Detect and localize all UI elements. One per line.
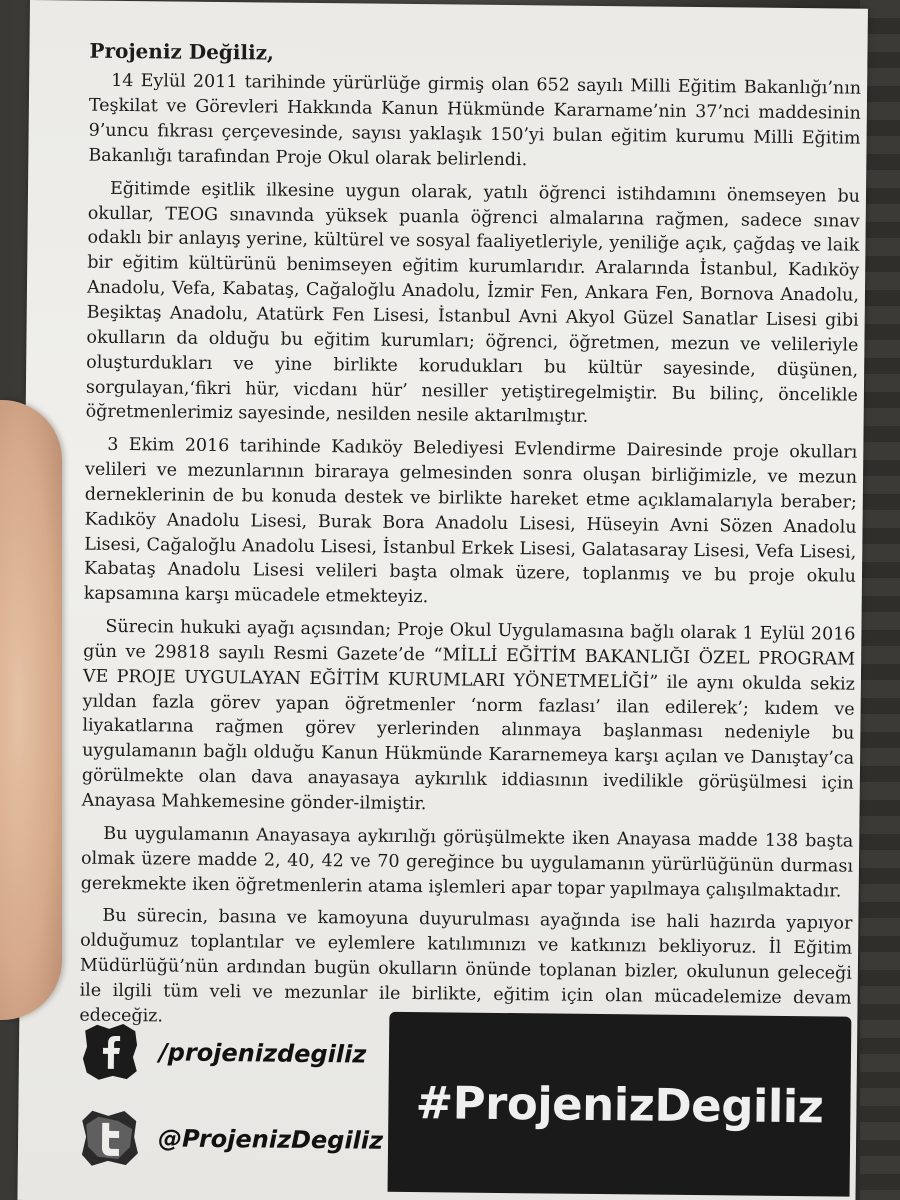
twitter-handle: @ProjenizDegiliz	[157, 1124, 384, 1155]
paragraph: Bu sürecin, basına ve kamoyuna duyurulması ayağında ise hali hazırda yapıyor olduğumuz toplantılar ve eylemlere katılımınızı ve katkınızı bekliyoruz. İl Eğitim Müdürlüğü’nün ardından bugün okulların önünde toplanan bizler, okulunun geleceği ile ilgili tüm veli ve mezunlar ile birlikte, eğitim için olan mücadelemize devam edeceğiz.	[79, 906, 853, 1027]
flyer-paper	[17, 0, 868, 1200]
social-links	[78, 1013, 400, 1188]
paragraph: 3 Ekim 2016 tarihinde Kadıköy Belediyesi Evlendirme Dairesinde proje okulları velileri ve mezunlarının biraraya gelmesinden sonra oluşan birliğimizle, ve mezun derneklerinin de bu konuda destek ve birlikte hareket etme açıklamalarıyla beraber; Kadıköy Anadolu Lisesi, Burak Bora Anadolu Lisesi, Hüseyin Avni Sözen Anadolu Lisesi, Cağaloğlu Anadolu Lisesi, İstanbul Erkek Lisesi, Galatasaray Lisesi, Vefa Lisesi, Kabataş Anadolu Lisesi velileri başta olmak üzere, toplanmış ve bu proje okulu kapsamına karşı mücadele etmekteyiz.	[83, 435, 858, 608]
paragraph: Sürecin hukuki ayağı açısından; Proje Okul Uygulamasına bağlı olarak 1 Eylül 2016 gün ve 29818 sayılı Resmi Gazete’de “MİLLİ EĞİTİM BAKANLIĞI ÖZEL PROGRAM VE PROJE UYGULAYAN EĞİTİM KURUMLARI YÖNETMELİĞİ” ile aynı okulda sekiz yıldan fazla görev yapan öğretmenler ‘norm fazlası’ ilan edilerek’; kıdem ve liyakatlarına rağmen görev yerlerinden alınmaya başlanması nedeniyle bu uygulamanın bağlı olduğu Kanun Hükmünde Kararnemeya karşı açılan ve Danıştay’ca görülmekte olan dava anayasaya aykırılık iddiasının ivedilikle görüşülmesi için Anayasa Mahkemesine gönder-ilmiştir.	[81, 616, 856, 815]
flyer-heading: Projeniz Değiliz,	[89, 38, 275, 65]
paragraph: Eğitimde eşitlik ilkesine uygun olarak, yatılı öğrenci istihdamını önemseyen bu okullar, TEOG sınavında yüksek puanla öğrenci almalarına rağmen, sadece sınav odaklı bir anlayış yerine, kültürel ve sosyal faaliyetleriyle, yeniliğe açık, çağdaş ve laik bir eğitim kültürünü benimseyen eğitim kurumlarıdır. Aralarında İstanbul, Kadıköy Anadolu, Vefa, Kabataş, Cağaloğlu Anadolu, İzmir Fen, Ankara Fen, Bornova Anadolu, Beşiktaş Anadolu, Atatürk Fen Lisesi, İstanbul Avni Akyol Güzel Sanatlar Lisesi gibi okulların da olduğu bu eğitim kurumları; öğrenci, öğretmen, mezun ve velileriyle oluşturdukları ve yine birlikte korudukları bu kültür sayesinde, düşünen, sorgulayan,‘fikri hür, vicdanı hür’ nesiller yetiştiregelmiştir. Bu bilinç, öncelikle öğretmenlerimiz sayesinde, nesilden nesile aktarılmıştır.	[85, 178, 861, 428]
facebook-handle: /projenizdegiliz	[158, 1038, 367, 1069]
flyer-body	[79, 37, 861, 1045]
hashtag-banner	[388, 1012, 852, 1197]
facebook-icon	[79, 1021, 142, 1084]
paragraph: Bu uygulamanın Anayasaya aykırılığı görüşülmekte iken Anayasa madde 138 başta olmak üzere madde 2, 40, 42 ve 70 gereğince bu uygulamanın yürürlüğünün durması gerekmekte iken öğretmenlerin atama işlemleri apar topar yapılmaya çalışılmaktadır.	[80, 823, 854, 902]
twitter-icon	[78, 1107, 141, 1170]
paragraph: 14 Eylül 2011 tarihinde yürürlüğe girmiş olan 652 sayılı Milli Eğitim Bakanlığı’nın Teşkilat ve Görevleri Hakkında Kanun Hükmünde Kararname’nin 37’nci maddesinin 9’uncu fıkrası çerçevesinde, sayısı yaklaşık 150’yi bulan eğitim kurumu Milli Eğitim Bakanlığı tarafından Proje Okul olarak belirlendi.	[88, 71, 862, 171]
facebook-link	[79, 1013, 400, 1094]
twitter-link	[78, 1099, 399, 1180]
hashtag-text: #ProjenizDegiliz	[415, 1075, 824, 1133]
holding-thumb	[0, 400, 62, 1020]
